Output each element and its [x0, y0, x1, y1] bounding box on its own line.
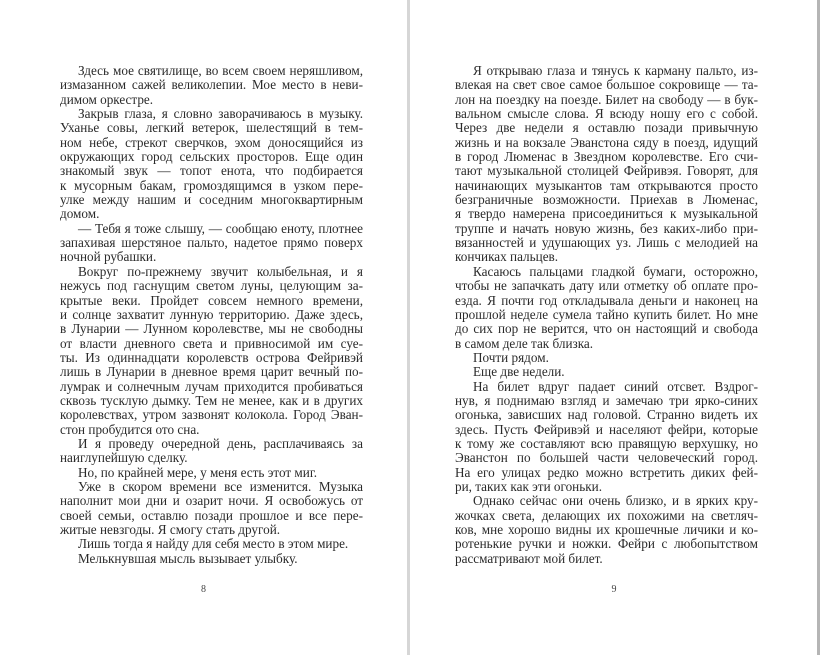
- text-line: от власти дневного света и привносимой им суе-: [60, 335, 363, 351]
- text-line: ри, таких как эти огоньки.: [455, 478, 603, 494]
- text-line: рассматривают мой билет.: [455, 550, 603, 566]
- text-line: Здесь мое святилище, во всем своем неряшливом,: [78, 63, 363, 78]
- text-line: Почти рядом.: [473, 349, 549, 365]
- text-line: ночной рубашки.: [60, 249, 157, 265]
- text-line: Мелькнувшая мысль вызывает улыбку.: [78, 550, 298, 566]
- text-line: На его улицах редко можно встретить диких фей-: [455, 464, 758, 480]
- text-line: Уже в скором времени все изменится. Музыка: [78, 478, 363, 494]
- text-line: в Лунарии — Лунном королевстве, мы не свободны: [60, 321, 363, 337]
- text-line: здесь. Пусть Фейривэй и населяют фейри, которые: [455, 421, 758, 437]
- text-line: вальном смысле слова. Я всюду ношу его с собой.: [455, 106, 758, 122]
- text-line: димом оркестре.: [60, 91, 154, 107]
- text-line: и солнце захватит лунную территорию. Даже здесь,: [60, 306, 363, 322]
- text-line: лишь в Лунарии в дневное время царит вечный по-: [60, 364, 363, 380]
- text-line: На билет вдруг падает синий отсвет. Вздрог-: [473, 378, 758, 394]
- text-line: стон пробудится ото сна.: [60, 421, 200, 437]
- text-line: житые невзгоды. Я смогу стать другой.: [60, 522, 281, 537]
- text-line: в город Люменас в Звездном королевстве. Его счи-: [455, 149, 758, 165]
- text-line: ном небе, стрекот сверчков, эхом доносящийся из: [60, 134, 363, 150]
- text-line: — Тебя я тоже слышу, — сообщаю еноту, плотнее: [78, 220, 363, 236]
- text-line: окружающих город сельских просторов. Еще один: [60, 149, 363, 165]
- text-line: жизнь и на вокзале Эванстона сяду в поезд, идущий: [455, 134, 758, 150]
- text-line: знакомый звук — топот енота, что подбирается: [60, 163, 363, 179]
- text-line: тают музыкальной столицей Фейривэя. Говорят, для: [455, 163, 758, 179]
- left-page: [0, 0, 407, 655]
- right-page: [410, 0, 818, 655]
- text-line: крытые веки. Пройдет совсем немного времени,: [60, 292, 363, 308]
- text-line: влекая на свет свое самое большое сокровище — та-: [455, 77, 758, 93]
- page-text: [60, 64, 363, 566]
- text-line: до сих пор не верится, что он настоящий и свобода: [455, 321, 758, 337]
- text-line: нув, я поднимаю взгляд и замечаю три ярко-синих: [455, 392, 758, 408]
- text-line: Эванстон по большей части человеческий город.: [455, 450, 758, 466]
- text-line: Вокруг по-прежнему звучит колыбельная, и я: [78, 263, 363, 279]
- text-line: в самом деле так близка.: [455, 335, 594, 351]
- text-line: ков, мне хорошо видны их крошечные личики и ко-: [455, 522, 758, 537]
- text-line: лумрак и солнечным лучам приходится пробиваться: [60, 378, 363, 394]
- text-line: королевствах, утром зазвонят колокола. Город Эван-: [60, 407, 363, 423]
- text-line: чтобы не запачкать дату или отметку об оплате про-: [455, 278, 758, 294]
- text-line: Уханье совы, легкий ветерок, шелестящий в тем-: [60, 120, 363, 136]
- text-line: лон на поездку на поезде. Билет на свободу — в бук-: [455, 91, 758, 107]
- text-line: труппе и начать новую жизнь, без каких-либо при-: [455, 220, 758, 236]
- text-line: ты. Из одиннадцати королевств острова Фейривэй: [60, 349, 363, 365]
- text-line: измазанном сажей великолепии. Мое место в неви-: [60, 77, 363, 93]
- text-line: начинающих музыкантов там открываются просто: [455, 177, 758, 193]
- text-line: Еще две недели.: [473, 364, 565, 380]
- text-line: Лишь тогда я найду для себя место в этом мире.: [78, 536, 349, 552]
- text-line: вязанностей и удушающих уз. Лишь с мелодией на: [455, 235, 758, 251]
- text-line: Я открываю глаза и тянусь к карману пальто, из-: [473, 63, 758, 78]
- text-line: улке между нашим и соседним многоквартирным: [60, 192, 363, 208]
- text-line: сквозь тусклую дымку. Тем не менее, как и в других: [60, 392, 363, 408]
- text-line: И я проведу очередной день, расплачиваясь за: [78, 435, 363, 451]
- text-line: жочках света, делающих их похожими на светляч-: [455, 507, 758, 523]
- text-line: кончиках пальцев.: [455, 249, 559, 265]
- text-line: Касаюсь пальцами гладкой бумаги, осторожно,: [473, 263, 758, 279]
- text-line: наполнит мои дни и озарит ночи. Я освобожусь от: [60, 493, 363, 509]
- text-line: к мусорным бакам, громоздящимся в узком пере-: [60, 177, 363, 193]
- text-line: ротенькие ручки и ножки. Фейри с любопытством: [455, 536, 758, 552]
- text-line: безграничные возможности. Приехав в Люменас,: [455, 192, 758, 208]
- page-text: [455, 64, 758, 566]
- text-line: я твердо намерена присоединиться к музыкальной: [455, 206, 758, 222]
- text-line: запахивая шерстяное пальто, надетое прямо поверх: [60, 235, 363, 251]
- page-number: 9: [611, 584, 617, 595]
- text-line: Закрыв глаза, я словно заворачиваюсь в музыку.: [78, 106, 363, 122]
- text-line: своей семьи, оставлю позади прошлое и все пере-: [60, 507, 363, 523]
- text-line: наиглупейшую сделку.: [60, 450, 188, 466]
- page-number: 8: [201, 584, 206, 595]
- text-line: Однако сейчас они очень близко, и в ярких кру-: [473, 493, 758, 509]
- text-line: огонька, зависших над головой. Странно видеть их: [455, 407, 758, 423]
- text-line: езда. Я почти год откладывала деньги и наконец на: [455, 292, 758, 308]
- text-line: к тому же составляют всю правящую верхушку, но: [455, 435, 758, 451]
- text-line: Но, по крайней мере, у меня есть этот миг.: [78, 464, 318, 480]
- text-line: домом.: [60, 206, 100, 222]
- text-line: Через две недели я оставлю позади привычную: [455, 120, 758, 136]
- text-line: нежусь под гаснущим светом луны, целующим за-: [60, 278, 363, 294]
- text-line: прошлой неделе сумела тайно купить билет. Но мне: [455, 306, 758, 322]
